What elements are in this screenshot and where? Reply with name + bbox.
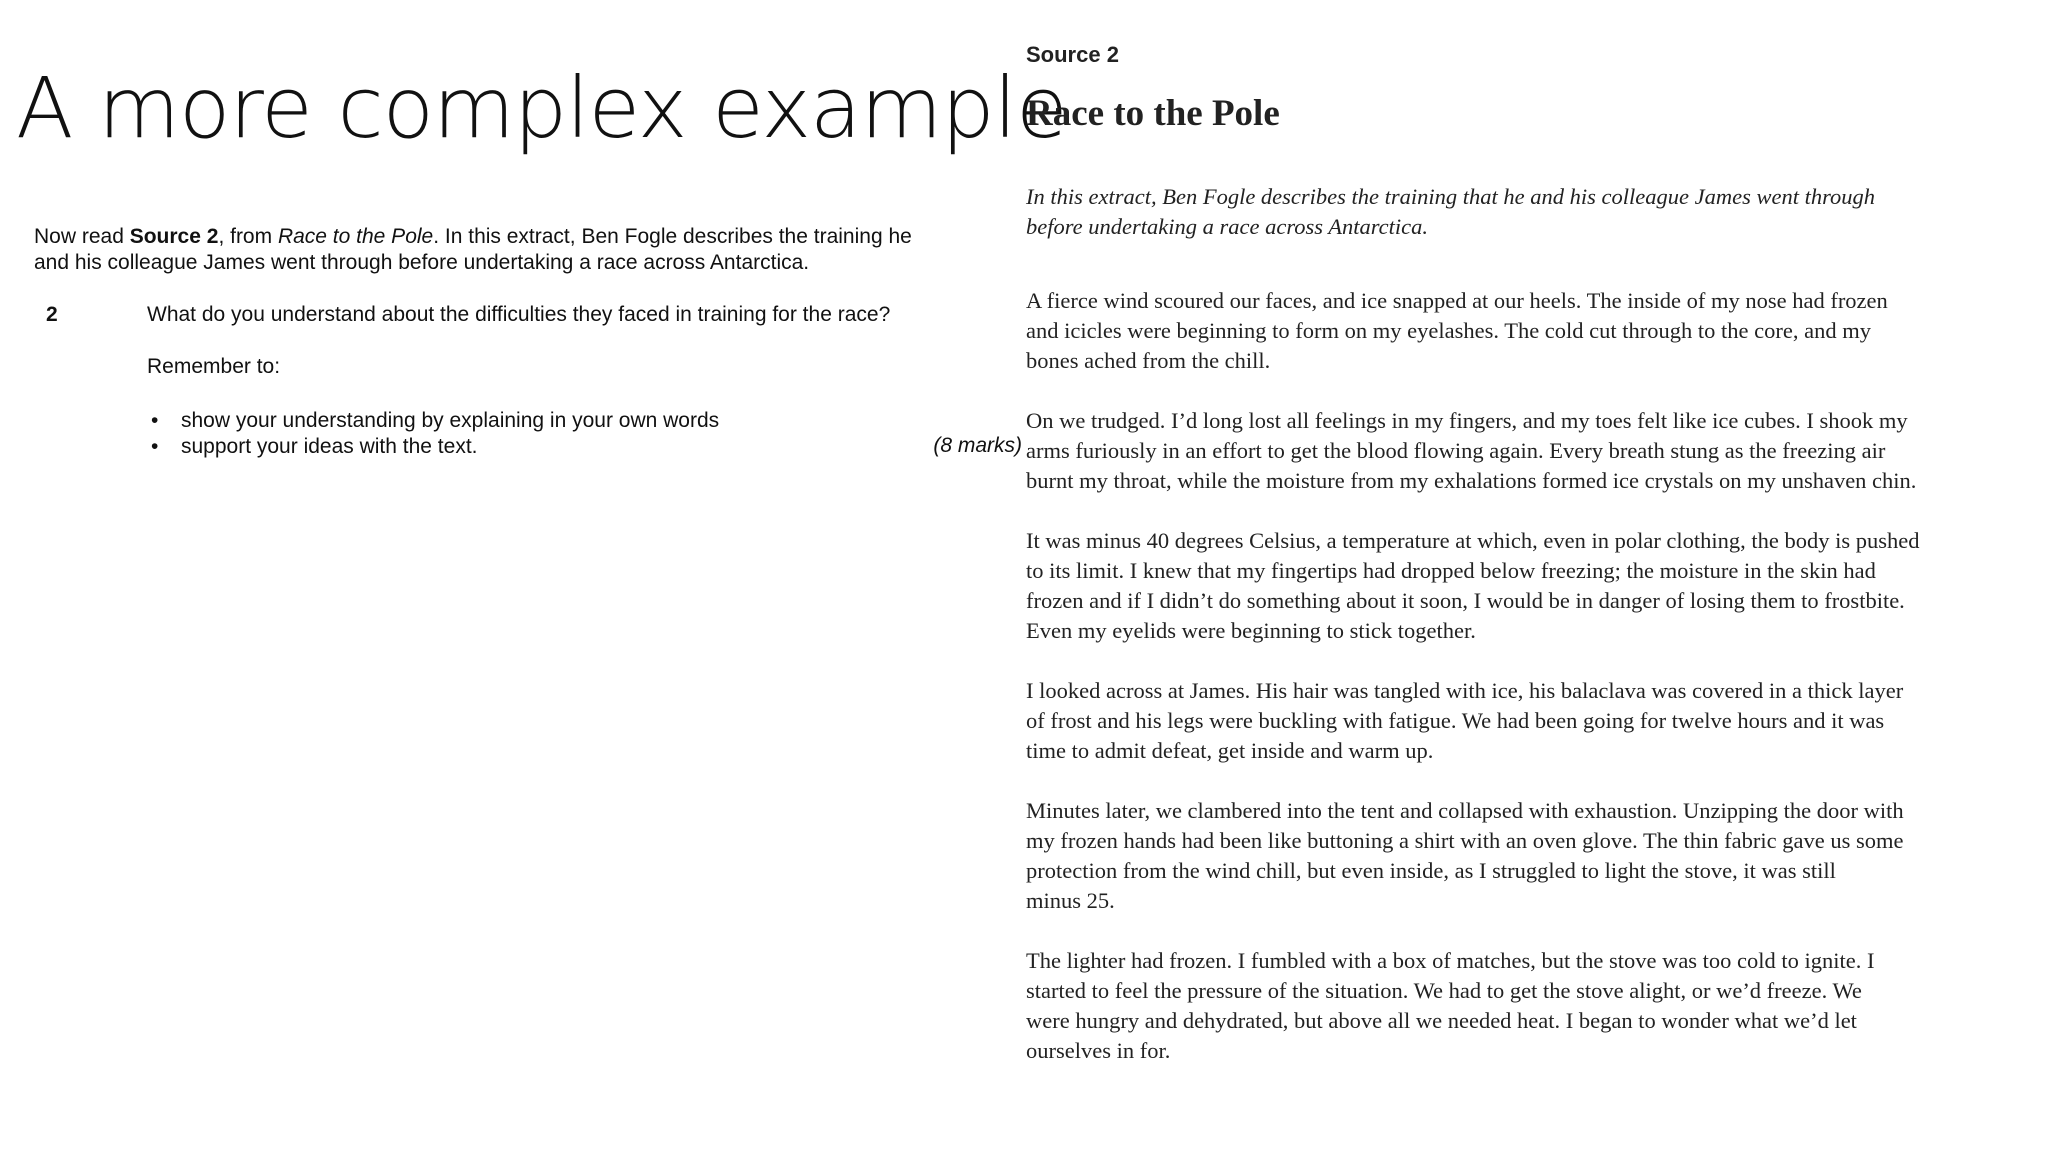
paragraph-line: of frost and his legs were buckling with fatigue. We had been going for twelve hours and it was [1026, 708, 1885, 733]
paragraph-line: A fierce wind scoured our faces, and ice snapped at our heels. The inside of my nose had frozen [1026, 288, 1888, 313]
paragraph-4 [1026, 676, 2036, 766]
question-intro-line-2: and his colleague James went through before undertaking a race across Antarctica. [34, 251, 810, 274]
bullet-icon: • [151, 435, 159, 458]
paragraph-line: my frozen hands had been like buttoning a shirt with an oven glove. The thin fabric gave us some [1026, 828, 1904, 853]
paragraph-line: were hungry and dehydrated, but above all we needed heat. I began to wonder what we’d let [1026, 1008, 1857, 1033]
paragraph-6 [1026, 946, 2036, 1066]
paragraph-line: The lighter had frozen. I fumbled with a box of matches, but the stove was too cold to ignite. I [1026, 948, 1875, 973]
paragraph-2 [1026, 406, 2036, 496]
paragraph-line: protection from the wind chill, but even inside, as I struggled to light the stove, it was still [1026, 858, 1836, 883]
paragraph-line: I looked across at James. His hair was tangled with ice, his balaclava was covered in a thick layer [1026, 678, 1904, 703]
intro-line-1-rest: . In this extract, Ben Fogle describes the training he [433, 225, 912, 248]
paragraph-line: bones ached from the chill. [1026, 348, 1271, 373]
marks-label: (8 marks) [933, 434, 1022, 457]
paragraph-line: time to admit defeat, get inside and warm up. [1026, 738, 1434, 763]
paragraph-3 [1026, 526, 2036, 646]
list-item [147, 434, 1014, 460]
bullet-icon: • [151, 409, 159, 432]
paragraph-line: ourselves in for. [1026, 1038, 1171, 1063]
question-number: 2 [46, 303, 58, 326]
paragraph-line: and icicles were beginning to form on my eyelashes. The cold cut through to the core, and my [1026, 318, 1871, 343]
paragraph-line: minus 25. [1026, 888, 1115, 913]
paragraph-line: Even my eyelids were beginning to stick together. [1026, 618, 1476, 643]
source-intro [1026, 182, 2036, 242]
slide-title: A more complex example [16, 59, 1067, 157]
intro-book-title: Race to the Pole [277, 225, 434, 248]
bullet-text: show your understanding by explaining in your own words [181, 409, 720, 432]
source-label: Source 2 [1026, 42, 1119, 67]
paragraph-line: Minutes later, we clambered into the tent and collapsed with exhaustion. Unzipping the door with [1026, 798, 1904, 823]
question-intro [34, 224, 1014, 276]
source-intro-line: In this extract, Ben Fogle describes the training that he and his colleague James went through [1026, 184, 1876, 209]
paragraph-line: arms furiously in an effort to get the blood flowing again. Every breath stung as the freezing air [1026, 438, 1886, 463]
paragraph-1 [1026, 286, 2036, 376]
paragraph-5 [1026, 796, 2036, 916]
paragraph-line: started to feel the pressure of the situation. We had to get the stove alight, or we’d freeze. We [1026, 978, 1862, 1003]
source-body [1026, 286, 2036, 1066]
question-row [34, 302, 1014, 328]
paragraph-line: It was minus 40 degrees Celsius, a temperature at which, even in polar clothing, the body is pushed [1026, 528, 1920, 553]
intro-mid: , from [218, 225, 278, 248]
list-item [147, 408, 1014, 434]
paragraph-line: to its limit. I knew that my fingertips had dropped below freezing; the moisture in the skin had [1026, 558, 1876, 583]
question-text: What do you understand about the difficulties they faced in training for the race? [147, 303, 891, 326]
source-intro-line: before undertaking a race across Antarctica. [1026, 214, 1429, 239]
source-panel [1026, 40, 2036, 1096]
bullet-text: support your ideas with the text. [181, 435, 478, 458]
paragraph-line: frozen and if I didn’t do something about it soon, I would be in danger of losing them to frostbite. [1026, 588, 1905, 613]
intro-source-ref: Source 2 [129, 225, 219, 248]
question-intro-line-1 [34, 224, 1014, 250]
paragraph-line: burnt my throat, while the moisture from my exhalations formed ice crystals on my unshaven chin. [1026, 468, 1917, 493]
question-panel [34, 224, 1022, 460]
intro-prefix: Now read [34, 225, 130, 248]
paragraph-line: On we trudged. I’d long lost all feelings in my fingers, and my toes felt like ice cubes. I shook my [1026, 408, 1908, 433]
instruction-list [147, 408, 1022, 460]
remember-label: Remember to: [147, 355, 281, 378]
source-title: Race to the Pole [1026, 93, 1280, 134]
